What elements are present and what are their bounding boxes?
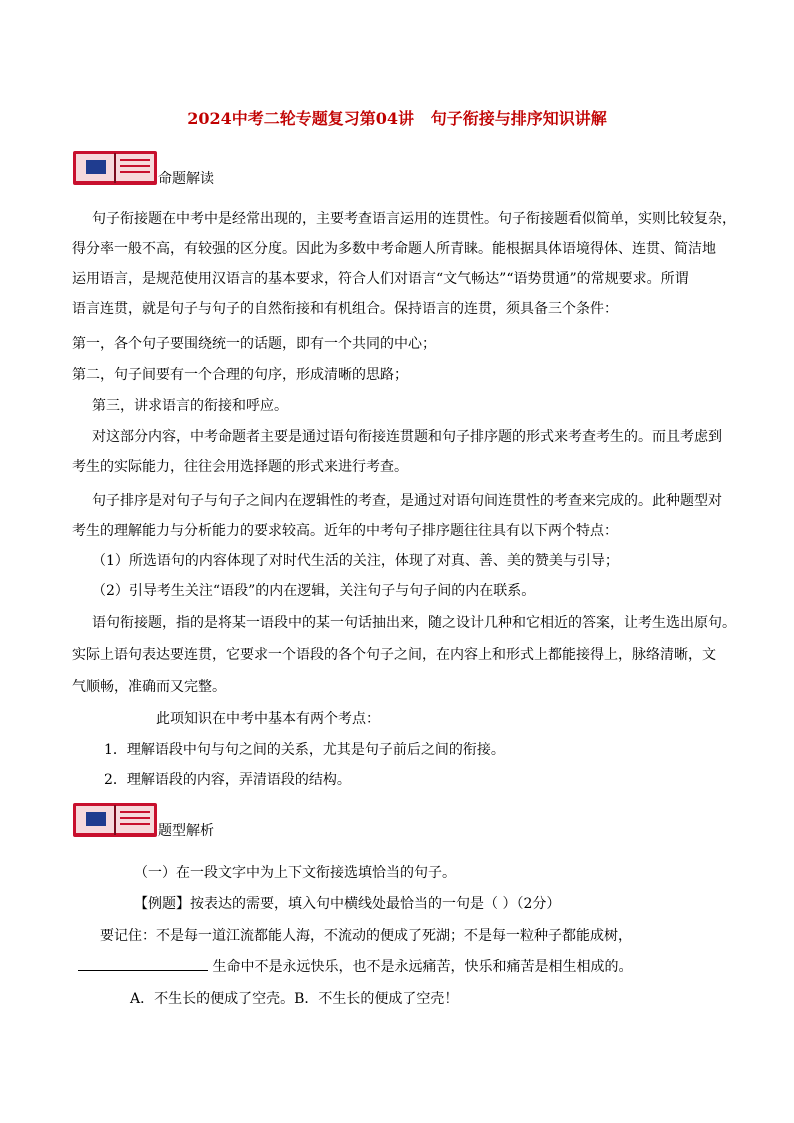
answer-options: A．不生长的便成了空壳。B．不生长的便成了空壳！ — [130, 991, 459, 1007]
answer-blank[interactable] — [78, 956, 208, 971]
paragraph-line: 气顺畅，准确而又完整。 — [72, 679, 226, 695]
section-header-analysis — [72, 802, 272, 842]
section-label: 题型解析 — [158, 823, 214, 839]
list-item: （2）引导考生关注“语段”的内在逻辑，关注句子与句子间的内在联系。 — [92, 583, 536, 599]
paragraph-line: 此项知识在中考中基本有两个考点： — [156, 711, 380, 727]
paragraph-line: 第一，各个句子要围绕统一的话题，即有一个共同的中心； — [72, 336, 436, 352]
book-icon — [72, 802, 158, 838]
paragraph-text: 生命中不是永远快乐，也不是永远痛苦，快乐和痛苦是相生相成的。 — [212, 959, 633, 975]
section-header-interpretation — [72, 150, 272, 190]
paragraph-line: 第二，句子间要有一个合理的句序，形成清晰的思路； — [72, 367, 408, 383]
paragraph-line: 考生的实际能力，往往会用选择题的形式来进行考查。 — [72, 459, 408, 475]
fill-blank-line — [78, 956, 632, 976]
paragraph-line: 语句衔接题，指的是将某一语段中的某一句话抽出来，随之设计几种和它相近的答案，让考生选出原句。 — [92, 615, 736, 631]
paragraph-line: 语言连贯，就是句子与句子的自然衔接和有机组合。保持语言的连贯，须具备三个条件： — [72, 301, 618, 317]
paragraph-line: 运用语言，是规范使用汉语言的基本要求，符合人们对语言“文气畅达”“语势贯通”的常规要求。所谓 — [72, 271, 689, 287]
list-item: （1）所选语句的内容体现了对时代生活的关注，体现了对真、善、美的赞美与引导； — [92, 553, 619, 569]
list-item: 1．理解语段中句与句之间的关系，尤其是句子前后之间的衔接。 — [104, 742, 505, 758]
document-title: 2024中考二轮专题复习第04讲 句子衔接与排序知识讲解 — [187, 109, 607, 128]
paragraph-line: （一）在一段文字中为上下文衔接选填恰当的句子。 — [134, 865, 456, 881]
paragraph-line: 句子排序是对句子与句子之间内在逻辑性的考查，是通过对语句间连贯性的考查来完成的。此种题型对 — [92, 493, 722, 509]
paragraph-line: 考生的理解能力与分析能力的要求较高。近年的中考句子排序题往往具有以下两个特点： — [72, 523, 618, 539]
list-item: 2．理解语段的内容，弄清语段的结构。 — [104, 772, 351, 788]
paragraph-line: 第三，讲求语言的衔接和呼应。 — [92, 398, 288, 414]
paragraph-line: 得分率一般不高，有较强的区分度。因此为多数中考命题人所青睐。能根据具体语境得体、连贯、简洁地 — [72, 241, 716, 257]
paragraph-line: 句子衔接题在中考中是经常出现的，主要考查语言运用的连贯性。句子衔接题看似简单，实则比较复杂， — [92, 211, 736, 227]
paragraph-line: 要记住：不是每一道江流都能人海，不流动的便成了死湖；不是每一粒种子都能成树， — [100, 928, 632, 944]
paragraph-line: 对这部分内容，中考命题者主要是通过语句衔接连贯题和句子排序题的形式来考查考生的。而且考虑到 — [92, 429, 722, 445]
book-icon — [72, 150, 158, 186]
section-label: 命题解读 — [158, 171, 214, 187]
paragraph-line: 实际上语句表达要连贯，它要求一个语段的各个句子之间，在内容上和形式上都能接得上，脉络清晰，文 — [72, 647, 716, 663]
example-question: 【例题】按表达的需要，填入句中横线处最恰当的一句是（ ）（2分） — [134, 896, 561, 912]
